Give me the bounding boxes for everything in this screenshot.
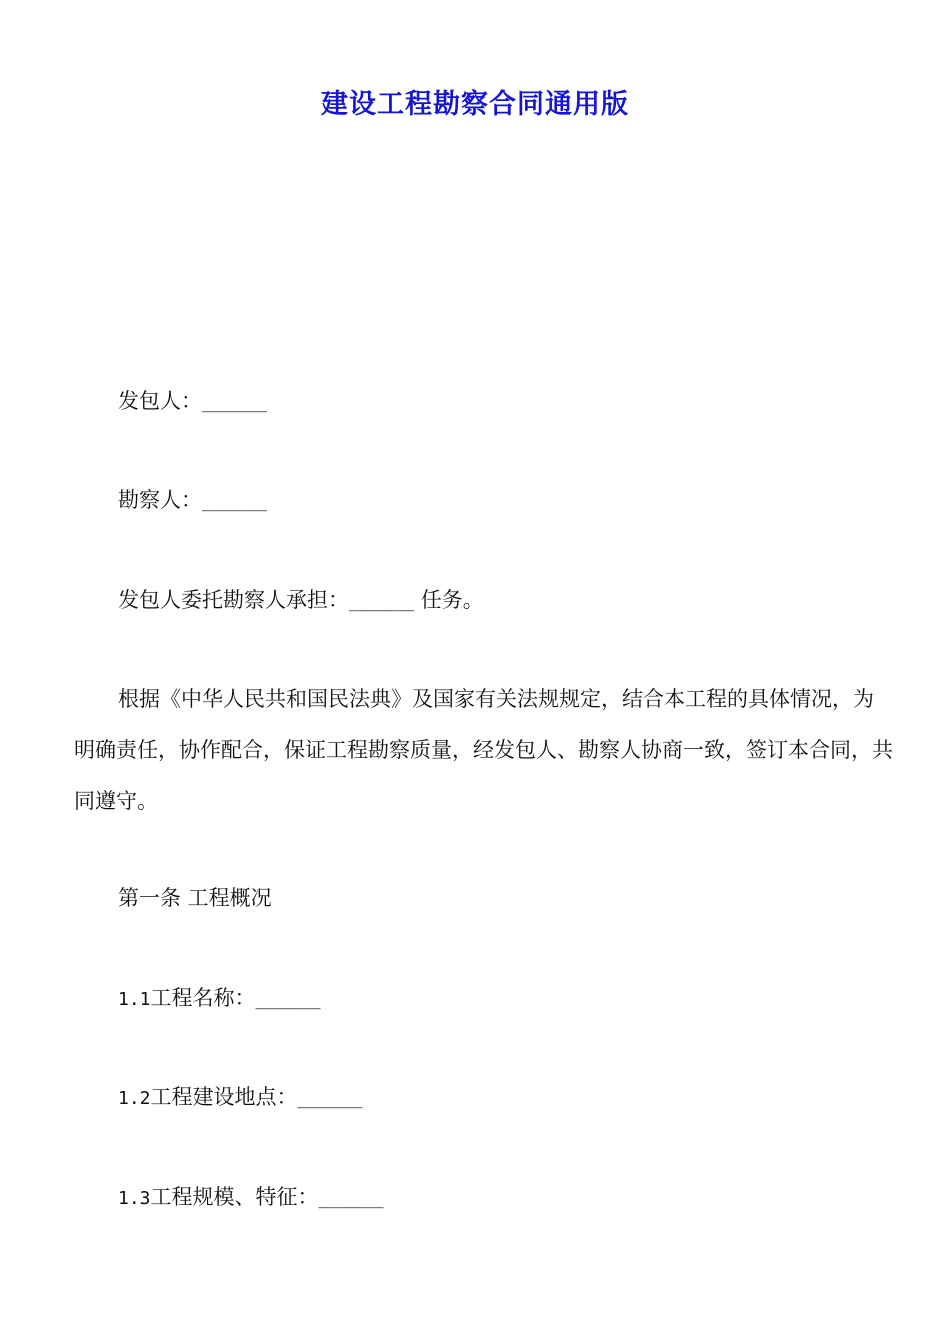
party-b-line — [118, 485, 267, 517]
item-1-3 — [118, 1182, 384, 1214]
item-1-2 — [118, 1082, 363, 1114]
item-label: 工程规模、特征： — [150, 1185, 319, 1209]
party-a-blank: ______ — [202, 392, 268, 413]
party-a-label: 发包人： — [118, 389, 202, 413]
preamble-paragraph: 根据《中华人民共和国民法典》及国家有关法规规定，结合本工程的具体情况，为明确责任，协作配合，保证工程勘察质量，经发包人、勘察人协商一致，签订本合同，共同遵守。 — [74, 687, 893, 813]
item-label: 工程建设地点： — [150, 1085, 298, 1109]
item-number: 1.3 — [118, 1188, 151, 1209]
commission-line — [118, 585, 484, 617]
item-blank: ______ — [255, 989, 321, 1010]
party-b-label: 勘察人： — [118, 488, 202, 512]
article-1-heading: 第一条 工程概况 — [118, 886, 272, 910]
item-1-1 — [118, 983, 321, 1015]
item-number: 1.1 — [118, 989, 151, 1010]
item-label: 工程名称： — [150, 986, 256, 1010]
commission-suffix: 任务。 — [420, 588, 484, 612]
item-blank: ______ — [297, 1088, 363, 1109]
party-a-line — [118, 386, 267, 418]
party-b-blank: ______ — [202, 491, 268, 512]
commission-prefix: 发包人委托勘察人承担： — [118, 588, 349, 612]
commission-blank: ______ — [349, 591, 415, 612]
item-blank: ______ — [318, 1188, 384, 1209]
document-title: 建设工程勘察合同通用版 — [321, 89, 629, 120]
item-number: 1.2 — [118, 1088, 151, 1109]
